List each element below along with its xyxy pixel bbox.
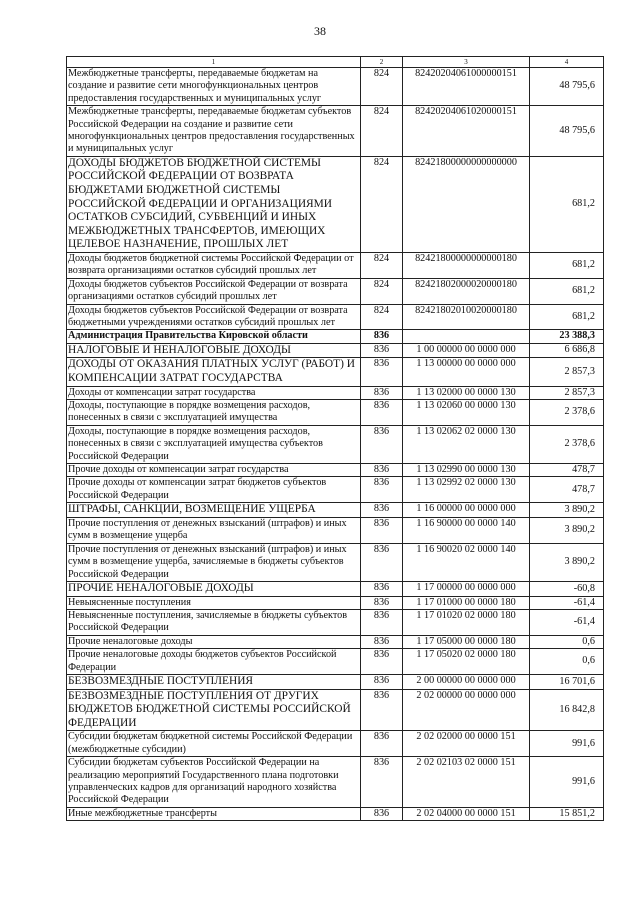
budget-code: 1 13 02990 00 0000 130: [403, 464, 530, 477]
admin-code: 824: [361, 156, 403, 252]
budget-code: 82420204061000000151: [403, 68, 530, 106]
table-row: [67, 674, 604, 689]
admin-code: 824: [361, 106, 403, 157]
row-name: Прочие неналоговые доходы бюджетов субъектов Российской Федерации: [67, 649, 361, 675]
admin-code: 824: [361, 253, 403, 279]
budget-code: 82421802000020000180: [403, 278, 530, 304]
row-name: Субсидии бюджетам бюджетной системы Российской Федерации (межбюджетные субсидии): [67, 731, 361, 757]
row-name: ПРОЧИЕ НЕНАЛОГОВЫЕ ДОХОДЫ: [67, 581, 361, 596]
admin-code: 836: [361, 635, 403, 648]
admin-code: 836: [361, 649, 403, 675]
row-name: Иные межбюджетные трансферты: [67, 807, 361, 820]
admin-code: 836: [361, 330, 403, 343]
row-name: Невыясненные поступления: [67, 596, 361, 609]
table-row: [67, 253, 604, 279]
budget-code: 2 02 04000 00 0000 151: [403, 807, 530, 820]
amount: -61,4: [530, 596, 604, 609]
column-number: 3: [403, 57, 530, 68]
admin-code: 824: [361, 278, 403, 304]
row-name: НАЛОГОВЫЕ И НЕНАЛОГОВЫЕ ДОХОДЫ: [67, 343, 361, 358]
budget-code: 1 16 00000 00 0000 000: [403, 503, 530, 518]
admin-code: 824: [361, 304, 403, 330]
table-row: [67, 330, 604, 343]
table-row: [67, 757, 604, 808]
admin-code: 836: [361, 464, 403, 477]
amount: 2 378,6: [530, 425, 604, 463]
amount: -60,8: [530, 581, 604, 596]
table-row: [67, 807, 604, 820]
amount: 2 378,6: [530, 400, 604, 426]
amount: -61,4: [530, 609, 604, 635]
budget-code: 2 02 02000 00 0000 151: [403, 731, 530, 757]
table-row: [67, 400, 604, 426]
table-row: [67, 635, 604, 648]
admin-code: 836: [361, 807, 403, 820]
table-row: [67, 106, 604, 157]
row-name: Доходы, поступающие в порядке возмещения расходов, понесенных в связи с эксплуатацией имущества: [67, 400, 361, 426]
table-row: [67, 464, 604, 477]
table-row: [67, 156, 604, 252]
table-row: [67, 68, 604, 106]
amount: 16 701,6: [530, 674, 604, 689]
row-name: Прочие неналоговые доходы: [67, 635, 361, 648]
column-number: 2: [361, 57, 403, 68]
budget-code: 1 13 02992 02 0000 130: [403, 477, 530, 503]
admin-code: 836: [361, 386, 403, 399]
amount: 3 890,2: [530, 517, 604, 543]
admin-code: 836: [361, 674, 403, 689]
budget-code: 1 17 05020 02 0000 180: [403, 649, 530, 675]
admin-code: 824: [361, 68, 403, 106]
row-name: ДОХОДЫ ОТ ОКАЗАНИЯ ПЛАТНЫХ УСЛУГ (РАБОТ) И КОМПЕНСАЦИИ ЗАТРАТ ГОСУДАРСТВА: [67, 358, 361, 386]
budget-code: 1 17 05000 00 0000 180: [403, 635, 530, 648]
amount: 48 795,6: [530, 106, 604, 157]
revenue-table: [66, 56, 604, 821]
amount: 2 857,3: [530, 386, 604, 399]
column-number-row: [67, 57, 604, 68]
table-row: [67, 386, 604, 399]
row-name: Субсидии бюджетам субъектов Российской Федерации на реализацию мероприятий Государственного плана подготовки управленческих кадров для организаций народного хозяйства Российской Федерации: [67, 757, 361, 808]
amount: 16 842,8: [530, 689, 604, 731]
amount: 2 857,3: [530, 358, 604, 386]
budget-code: 2 02 00000 00 0000 000: [403, 689, 530, 731]
table-row: [67, 517, 604, 543]
row-name: Доходы от компенсации затрат государства: [67, 386, 361, 399]
budget-code: 1 13 02062 02 0000 130: [403, 425, 530, 463]
admin-code: 836: [361, 517, 403, 543]
budget-code: 82421800000000000180: [403, 253, 530, 279]
budget-code: 1 13 02000 00 0000 130: [403, 386, 530, 399]
table-row: [67, 343, 604, 358]
table-row: [67, 649, 604, 675]
budget-code: 1 13 02060 00 0000 130: [403, 400, 530, 426]
table-row: [67, 689, 604, 731]
admin-code: 836: [361, 343, 403, 358]
admin-code: 836: [361, 425, 403, 463]
admin-code: 836: [361, 596, 403, 609]
amount: 0,6: [530, 649, 604, 675]
table-row: [67, 503, 604, 518]
budget-code: 82421800000000000000: [403, 156, 530, 252]
page-number: 38: [314, 24, 326, 38]
row-name: Прочие доходы от компенсации затрат бюджетов субъектов Российской Федерации: [67, 477, 361, 503]
table-row: [67, 731, 604, 757]
amount: 681,2: [530, 253, 604, 279]
table-row: [67, 425, 604, 463]
admin-code: 836: [361, 543, 403, 581]
row-name: Прочие поступления от денежных взысканий (штрафов) и иных сумм в возмещение ущерба: [67, 517, 361, 543]
row-name: БЕЗВОЗМЕЗДНЫЕ ПОСТУПЛЕНИЯ: [67, 674, 361, 689]
amount: 681,2: [530, 156, 604, 252]
budget-code: 1 13 00000 00 0000 000: [403, 358, 530, 386]
budget-code: [403, 330, 530, 343]
amount: 991,6: [530, 757, 604, 808]
table-row: [67, 596, 604, 609]
row-name: БЕЗВОЗМЕЗДНЫЕ ПОСТУПЛЕНИЯ ОТ ДРУГИХ БЮДЖЕТОВ БЮДЖЕТНОЙ СИСТЕМЫ РОССИЙСКОЙ ФЕДЕРАЦИИ: [67, 689, 361, 731]
column-number: 4: [530, 57, 604, 68]
admin-code: 836: [361, 400, 403, 426]
amount: 23 388,3: [530, 330, 604, 343]
row-name: Доходы бюджетов субъектов Российской Федерации от возврата организациями остатков субсидий прошлых лет: [67, 278, 361, 304]
column-number: 1: [67, 57, 361, 68]
row-name: Прочие доходы от компенсации затрат государства: [67, 464, 361, 477]
budget-code: 1 16 90020 02 0000 140: [403, 543, 530, 581]
budget-code: 1 00 00000 00 0000 000: [403, 343, 530, 358]
row-name: Доходы бюджетов субъектов Российской Федерации от возврата бюджетными учреждениями остатков субсидий прошлых лет: [67, 304, 361, 330]
row-name: Администрация Правительства Кировской области: [67, 330, 361, 343]
budget-code: 1 17 00000 00 0000 000: [403, 581, 530, 596]
amount: 6 686,8: [530, 343, 604, 358]
budget-code: 1 16 90000 00 0000 140: [403, 517, 530, 543]
admin-code: 836: [361, 757, 403, 808]
table-row: [67, 358, 604, 386]
row-name: Доходы, поступающие в порядке возмещения расходов, понесенных в связи с эксплуатацией имущества субъектов Российской Федерации: [67, 425, 361, 463]
admin-code: 836: [361, 731, 403, 757]
admin-code: 836: [361, 503, 403, 518]
amount: 478,7: [530, 477, 604, 503]
admin-code: 836: [361, 689, 403, 731]
table-row: [67, 543, 604, 581]
amount: 48 795,6: [530, 68, 604, 106]
budget-code: 2 00 00000 00 0000 000: [403, 674, 530, 689]
admin-code: 836: [361, 609, 403, 635]
budget-code: 82421802010020000180: [403, 304, 530, 330]
amount: 478,7: [530, 464, 604, 477]
amount: 681,2: [530, 278, 604, 304]
row-name: ШТРАФЫ, САНКЦИИ, ВОЗМЕЩЕНИЕ УЩЕРБА: [67, 503, 361, 518]
admin-code: 836: [361, 581, 403, 596]
row-name: Доходы бюджетов бюджетной системы Российской Федерации от возврата организациями остатков субсидий прошлых лет: [67, 253, 361, 279]
budget-code: 82420204061020000151: [403, 106, 530, 157]
amount: 0,6: [530, 635, 604, 648]
table-row: [67, 278, 604, 304]
row-name: Межбюджетные трансферты, передаваемые бюджетам субъектов Российской Федерации на создание и развитие сети многофункциональных центров предоставления государственных и муниципальных услуг: [67, 106, 361, 157]
budget-code: 1 17 01020 02 0000 180: [403, 609, 530, 635]
budget-code: 2 02 02103 02 0000 151: [403, 757, 530, 808]
amount: 681,2: [530, 304, 604, 330]
row-name: Невыясненные поступления, зачисляемые в бюджеты субъектов Российской Федерации: [67, 609, 361, 635]
row-name: Межбюджетные трансферты, передаваемые бюджетам на создание и развитие сети многофункциональных центров предоставления государственных и муниципальных услуг: [67, 68, 361, 106]
amount: 15 851,2: [530, 807, 604, 820]
amount: 991,6: [530, 731, 604, 757]
amount: 3 890,2: [530, 543, 604, 581]
row-name: ДОХОДЫ БЮДЖЕТОВ БЮДЖЕТНОЙ СИСТЕМЫ РОССИЙСКОЙ ФЕДЕРАЦИИ ОТ ВОЗВРАТА БЮДЖЕТАМИ БЮДЖЕТНОЙ СИСТЕМЫ РОССИЙСКОЙ ФЕДЕРАЦИИ И ОРГАНИЗАЦИЯМИ ОСТАТКОВ СУБСИДИЙ, СУБВЕНЦИЙ И ИНЫХ МЕЖБЮДЖЕТНЫХ ТРАНСФЕРТОВ, ИМЕЮЩИХ ЦЕЛЕВОЕ НАЗНАЧЕНИЕ, ПРОШЛЫХ ЛЕТ: [67, 156, 361, 252]
table-row: [67, 609, 604, 635]
table-row: [67, 304, 604, 330]
row-name: Прочие поступления от денежных взысканий (штрафов) и иных сумм в возмещение ущерба, зачисляемые в бюджеты субъектов Российской Федерации: [67, 543, 361, 581]
admin-code: 836: [361, 477, 403, 503]
table-row: [67, 581, 604, 596]
budget-code: 1 17 01000 00 0000 180: [403, 596, 530, 609]
amount: 3 890,2: [530, 503, 604, 518]
admin-code: 836: [361, 358, 403, 386]
table-row: [67, 477, 604, 503]
